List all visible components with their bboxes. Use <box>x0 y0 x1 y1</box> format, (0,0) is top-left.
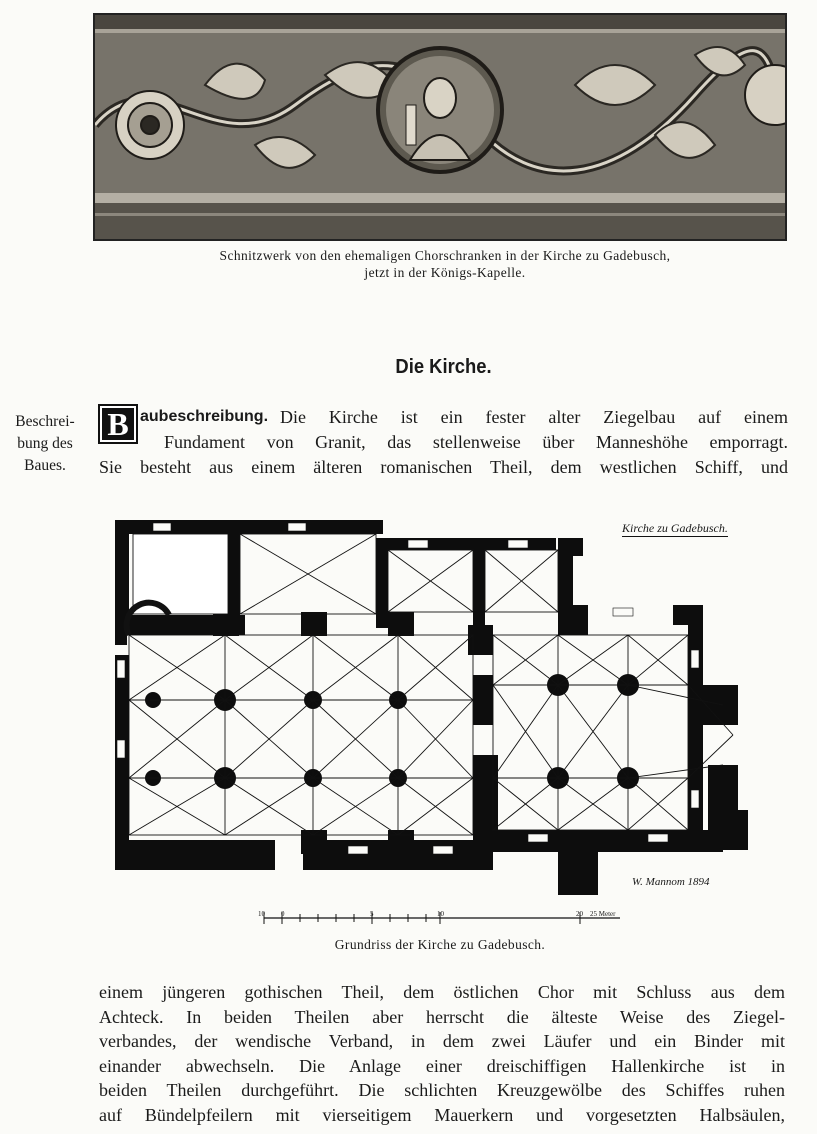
plan-signature: W. Mannom 1894 <box>632 876 710 888</box>
body-line: Achteck. In beiden Theilen aber herrscht die älteste Weise des Ziegel- <box>99 1006 785 1027</box>
carving-caption-line1: Schnitzwerk von den ehemaligen Chorschranken in der Kirche zu Gadebusch, <box>219 248 671 263</box>
margin-note <box>4 411 86 477</box>
lead-word: aubeschreibung. <box>140 408 269 425</box>
drop-cap-initial: B <box>98 404 138 444</box>
body-line: einem jüngeren gothischen Theil, dem östlichen Chor mit Schluss aus dem <box>99 982 785 1002</box>
intro-line3: Sie besteht aus einem älteren romanischen Theil, dem westlichen Schiff, und <box>99 457 788 477</box>
scale-label-4: 10 <box>437 910 444 918</box>
section-title: Die Kirche. <box>395 356 492 378</box>
body-line: einander abwechseln. Die Anlage einer dreischiffigen Hallenkirche ist in <box>99 1055 785 1076</box>
body-line: auf Bündelpfeilern mit vierseitigem Mauerkern und vorgesetzten Halbsäulen, <box>99 1104 785 1125</box>
intro-line2: Fundament von Granit, das stellenweise über Manneshöhe emporragt. <box>164 432 788 452</box>
plan-handwritten-title: Kirche zu Gadebusch. <box>622 521 728 535</box>
intro-line1-text: Die Kirche ist ein fester alter Ziegelbau auf einem <box>280 407 788 427</box>
body-paragraph <box>99 980 785 1127</box>
scale-label-5: 20 <box>576 910 583 918</box>
plan-caption: Grundriss der Kirche zu Gadebusch. <box>334 937 546 952</box>
body-line: verbandes, der wendische Verband, in dem zwei Läufer und ein Binder mit <box>99 1031 785 1051</box>
scale-label-6: 25 Meter <box>590 910 616 918</box>
scale-label-2: 0 <box>281 910 285 918</box>
church-floor-plan <box>113 510 773 905</box>
margin-note-line2: bung des <box>17 435 73 452</box>
intro-line1 <box>140 405 788 429</box>
body-line: beiden Theilen durchgeführt. Die schlichten Kreuzgewölbe des Schiffes ruhen <box>99 1080 785 1100</box>
carving-caption-line2: jetzt in der Königs-Kapelle. <box>364 265 526 280</box>
margin-note-line3: Baues. <box>24 457 66 474</box>
carving-photograph <box>93 13 787 241</box>
margin-note-line1: Beschrei- <box>15 413 75 430</box>
scale-label-1: 10 <box>258 910 265 918</box>
scale-label-3: 5 <box>370 910 374 918</box>
